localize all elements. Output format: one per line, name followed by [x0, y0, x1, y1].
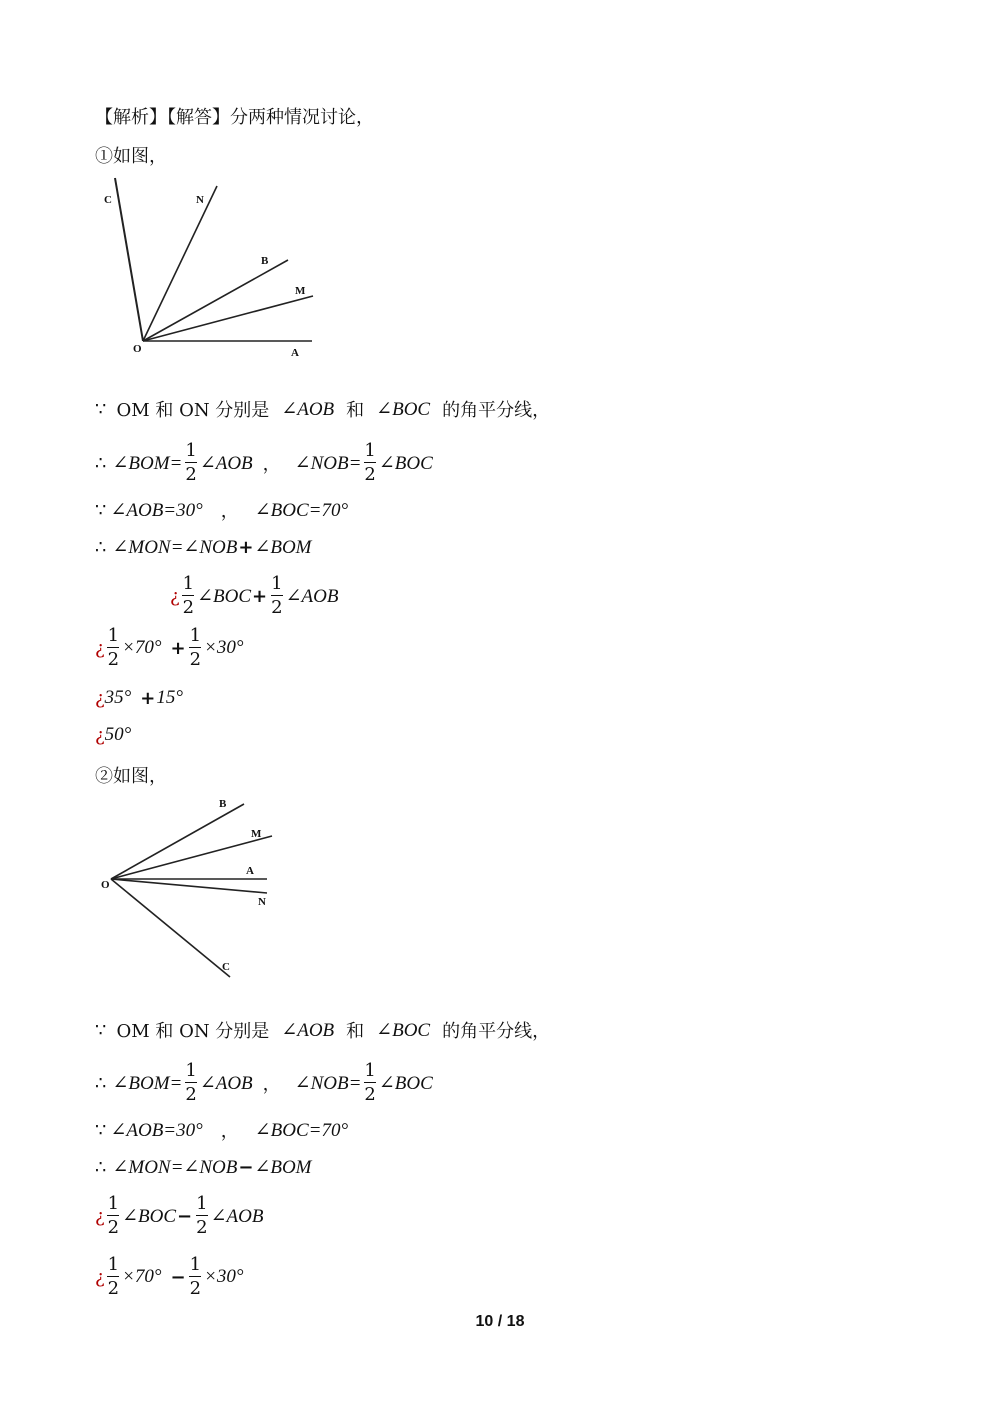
angle-boc: ∠BOC [376, 1019, 431, 1041]
bom-term: ∠BOM [254, 1156, 312, 1178]
fraction-half: $\frac{1}{2}$ [185, 1059, 197, 1106]
plus-operator: + [238, 536, 254, 558]
case2-because-line [95, 1010, 550, 1050]
minus-operator: − [177, 1205, 193, 1227]
case1-step-4 [95, 715, 131, 755]
boc-value: ∠BOC=70° [254, 499, 349, 521]
times-30: ×30° [204, 637, 244, 658]
separator: ， [262, 454, 281, 475]
ray-om [143, 296, 313, 341]
case1-step-3 [95, 678, 183, 718]
fraction-half: $\frac{1}{2}$ [182, 572, 195, 619]
nob-lhs: ∠NOB= [294, 1072, 362, 1094]
label-n: N [258, 896, 266, 908]
fraction-half: $\frac{1}{2}$ [364, 1059, 376, 1106]
minus-operator: − [170, 1266, 186, 1288]
fraction-half: $\frac{1}{2}$ [189, 624, 202, 671]
label-b: B [261, 255, 269, 267]
case2-given-values [95, 1110, 348, 1150]
nob-lhs: ∠NOB= [294, 452, 362, 474]
mon-lhs: ∠MON=∠NOB [112, 536, 238, 558]
because-symbol: ∵ [95, 1019, 107, 1041]
case1-figure [95, 170, 335, 365]
minus-operator: − [238, 1156, 254, 1178]
aob-value: ∠AOB=30° [110, 499, 203, 521]
because-symbol: ∵ [95, 398, 107, 420]
aob-value: ∠AOB=30° [110, 1119, 203, 1141]
label-m: M [251, 828, 262, 840]
bom-lhs: ∠BOM= [112, 452, 183, 474]
ray-on [111, 879, 267, 893]
equals-placeholder: ¿ [95, 637, 105, 659]
case1-step-2 [95, 625, 244, 671]
ray-oc [111, 879, 230, 977]
therefore-symbol: ∴ [95, 1156, 107, 1178]
fraction-half: $\frac{1}{2}$ [189, 1253, 202, 1300]
plus-operator: + [170, 637, 186, 659]
plus-operator: + [140, 687, 156, 709]
angle-aob: ∠AOB [281, 1019, 335, 1041]
aob-term: ∠AOB [285, 585, 339, 607]
bisector-suffix: 的角平分线， [442, 400, 551, 421]
fraction-half: $\frac{1}{2}$ [107, 624, 120, 671]
ray-ob [143, 260, 288, 341]
bisector-suffix: 的角平分线， [442, 1021, 551, 1042]
equals-placeholder: ¿ [95, 687, 105, 709]
and-word: 和 [346, 400, 365, 421]
label-o: O [133, 343, 142, 355]
case1-therefore-bisect [95, 440, 433, 486]
case1-given-values [95, 490, 348, 530]
case1-because-line [95, 389, 550, 429]
equals-placeholder: ¿ [95, 724, 105, 746]
separator: ， [220, 1121, 239, 1142]
boc-value: ∠BOC=70° [254, 1119, 349, 1141]
bom-lhs: ∠BOM= [112, 1072, 183, 1094]
case2-mon-difference [95, 1147, 312, 1187]
fraction-half: $\frac{1}{2}$ [107, 1192, 120, 1239]
label-c: C [222, 961, 230, 973]
result-50: 50° [104, 724, 132, 745]
label-m: M [295, 285, 306, 297]
times-70: ×70° [122, 637, 162, 658]
separator: ， [220, 501, 239, 522]
separator: ， [262, 1074, 281, 1095]
value-35: 35° [104, 687, 132, 708]
label-a: A [291, 347, 299, 359]
fraction-half: $\frac{1}{2}$ [364, 439, 376, 486]
aob-term: ∠AOB [210, 1205, 264, 1227]
ray-on [143, 186, 217, 341]
therefore-symbol: ∴ [95, 536, 107, 558]
label-n: N [196, 194, 204, 206]
and-word: 和 [346, 1021, 365, 1042]
mon-lhs: ∠MON=∠NOB [112, 1156, 238, 1178]
case2-therefore-bisect [95, 1060, 433, 1106]
value-15: 15° [156, 687, 183, 708]
solution-heading: 【解析】【解答】分两种情况讨论， [95, 107, 374, 128]
label-b: B [219, 798, 227, 810]
case1-mon-sum [95, 527, 312, 567]
case1-step-1 [170, 573, 338, 619]
bom-term: ∠BOM [254, 536, 312, 558]
therefore-symbol: ∴ [95, 1072, 107, 1094]
case2-figure [95, 792, 285, 982]
fraction-half: $\frac{1}{2}$ [107, 1253, 120, 1300]
nob-rhs: ∠BOC [378, 452, 433, 474]
angle-aob: ∠AOB [281, 398, 335, 420]
ray-oc [115, 178, 143, 341]
times-70: ×70° [122, 1266, 162, 1287]
case1-label: ①如图， [95, 146, 167, 167]
bom-rhs: ∠AOB [199, 452, 253, 474]
bom-rhs: ∠AOB [199, 1072, 253, 1094]
fraction-half: $\frac{1}{2}$ [196, 1192, 208, 1239]
case2-step-2 [95, 1254, 244, 1300]
equals-placeholder: ¿ [170, 585, 180, 607]
equals-placeholder: ¿ [95, 1266, 105, 1288]
plus-operator: + [252, 585, 268, 607]
case2-label: ②如图， [95, 766, 167, 787]
page-number: 10 / 18 [475, 1313, 525, 1330]
boc-term: ∠BOC [197, 585, 252, 607]
angle-boc: ∠BOC [376, 398, 431, 420]
because-symbol: ∵ [95, 499, 107, 521]
label-a: A [246, 865, 254, 877]
because-symbol: ∵ [95, 1119, 107, 1141]
label-c: C [104, 194, 112, 206]
boc-term: ∠BOC [122, 1205, 177, 1227]
times-30: ×30° [204, 1266, 244, 1287]
fraction-half: $\frac{1}{2}$ [185, 439, 197, 486]
equals-placeholder: ¿ [95, 1205, 105, 1227]
bisector-prefix: OM 和 ON 分别是 [116, 400, 270, 421]
ray-ob [111, 804, 244, 879]
case2-step-1 [95, 1193, 263, 1239]
label-o: O [101, 879, 110, 891]
nob-rhs: ∠BOC [378, 1072, 433, 1094]
fraction-half: $\frac{1}{2}$ [271, 572, 283, 619]
therefore-symbol: ∴ [95, 452, 107, 474]
bisector-prefix: OM 和 ON 分别是 [116, 1021, 270, 1042]
